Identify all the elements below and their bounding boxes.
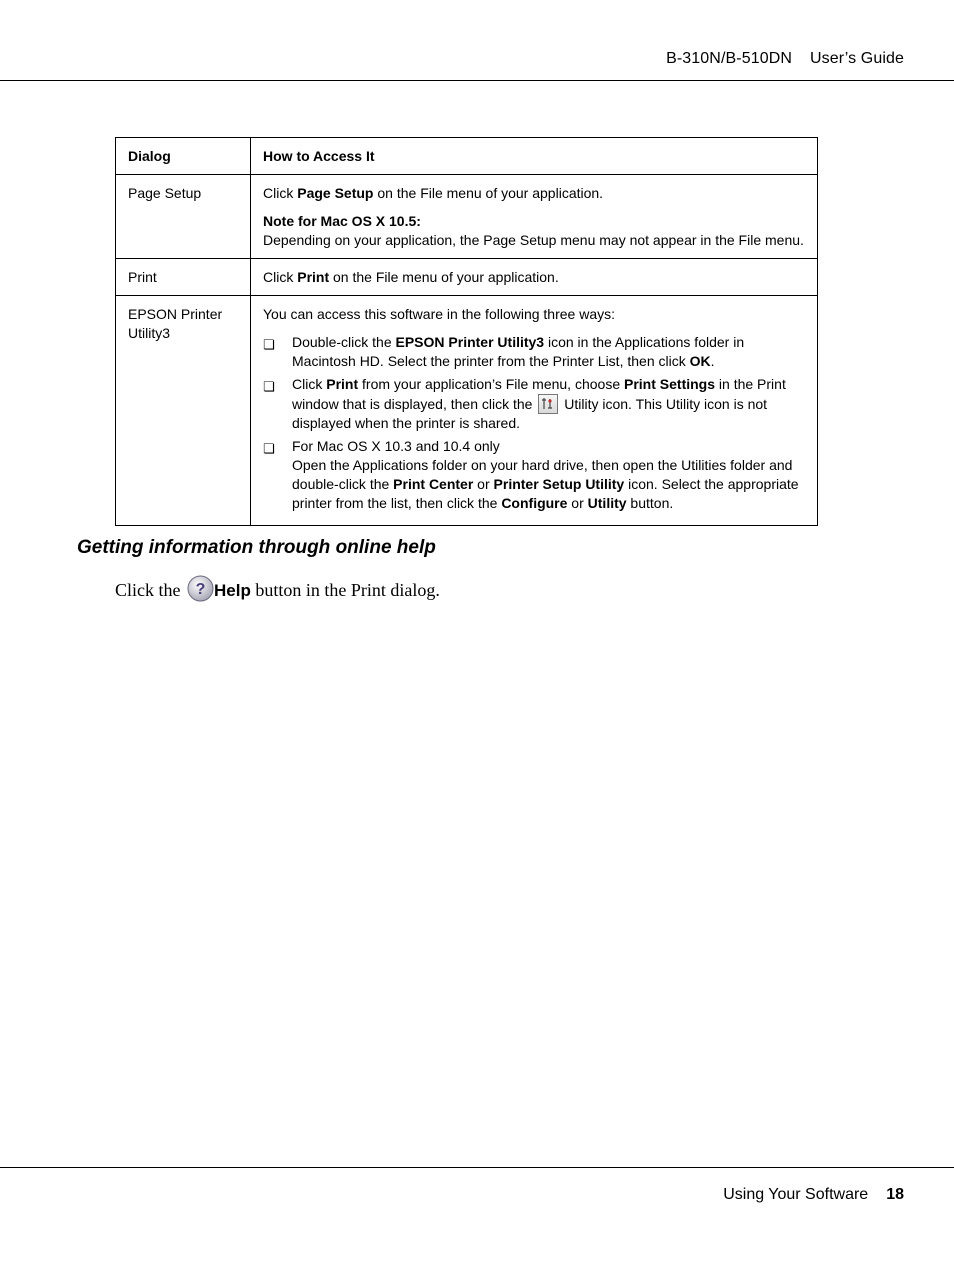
table-row [116, 296, 818, 526]
page-number: 18 [886, 1186, 904, 1203]
column-header-dialog: Dialog [116, 138, 251, 175]
note-text: Depending on your application, the Page Setup menu may not appear in the File menu. [263, 232, 804, 248]
page-footer [723, 1186, 904, 1204]
access-cell [251, 175, 818, 259]
footer-section: Using Your Software [723, 1186, 869, 1203]
access-text: Click Page Setup on the File menu of your application. [263, 185, 604, 201]
header-rule [0, 80, 954, 81]
dialog-name: Page Setup [116, 175, 251, 259]
table-row [116, 259, 818, 296]
checkbox-bullet-icon: ❏ [263, 441, 275, 456]
svg-text:?: ? [195, 581, 206, 598]
access-cell [251, 296, 818, 526]
table-header-row [116, 138, 818, 175]
dialog-access-table [115, 137, 818, 526]
dialog-name: Print [116, 259, 251, 296]
page-header [666, 50, 904, 68]
access-text: Click Print on the File menu of your application. [263, 269, 559, 285]
footer-rule [0, 1167, 954, 1168]
table-row [116, 175, 818, 259]
access-intro: You can access this software in the following three ways: [263, 306, 616, 322]
utility-icon [538, 394, 558, 414]
note-title: Note for Mac OS X 10.5: [263, 213, 421, 229]
column-header-access: How to Access It [251, 138, 818, 175]
access-cell [251, 259, 818, 296]
access-methods-list [263, 333, 805, 513]
model-name: B-310N/B-510DN [666, 50, 793, 67]
help-instruction: Click the ? Help button in the Print dialog. [115, 575, 440, 602]
list-item: ❏ For Mac OS X 10.3 and 10.4 only Open the Applications folder on your hard drive, then open the Utilities folder and double-click the Print Center or Printer Setup Utility icon. Select the appropriate printer from the list, then click the Configure or Utility button. [263, 438, 799, 511]
help-label: Help [214, 581, 251, 600]
list-item: ❏ Double-click the EPSON Printer Utility3 icon in the Applications folder in Macintosh HD. Select the printer from the Printer List, then click OK. [263, 334, 745, 369]
checkbox-bullet-icon: ❏ [263, 337, 275, 352]
guide-title: User’s Guide [810, 50, 904, 67]
dialog-name: EPSON Printer Utility3 [116, 296, 251, 526]
list-item: ❏ Click Print from your application’s File menu, choose Print Settings in the Print window that is displayed, then click the Utility icon. This Utility icon is not displayed when the printer is shared. [263, 376, 786, 431]
section-title: Getting information through online help [77, 537, 436, 558]
checkbox-bullet-icon: ❏ [263, 379, 275, 394]
help-icon [187, 575, 214, 602]
